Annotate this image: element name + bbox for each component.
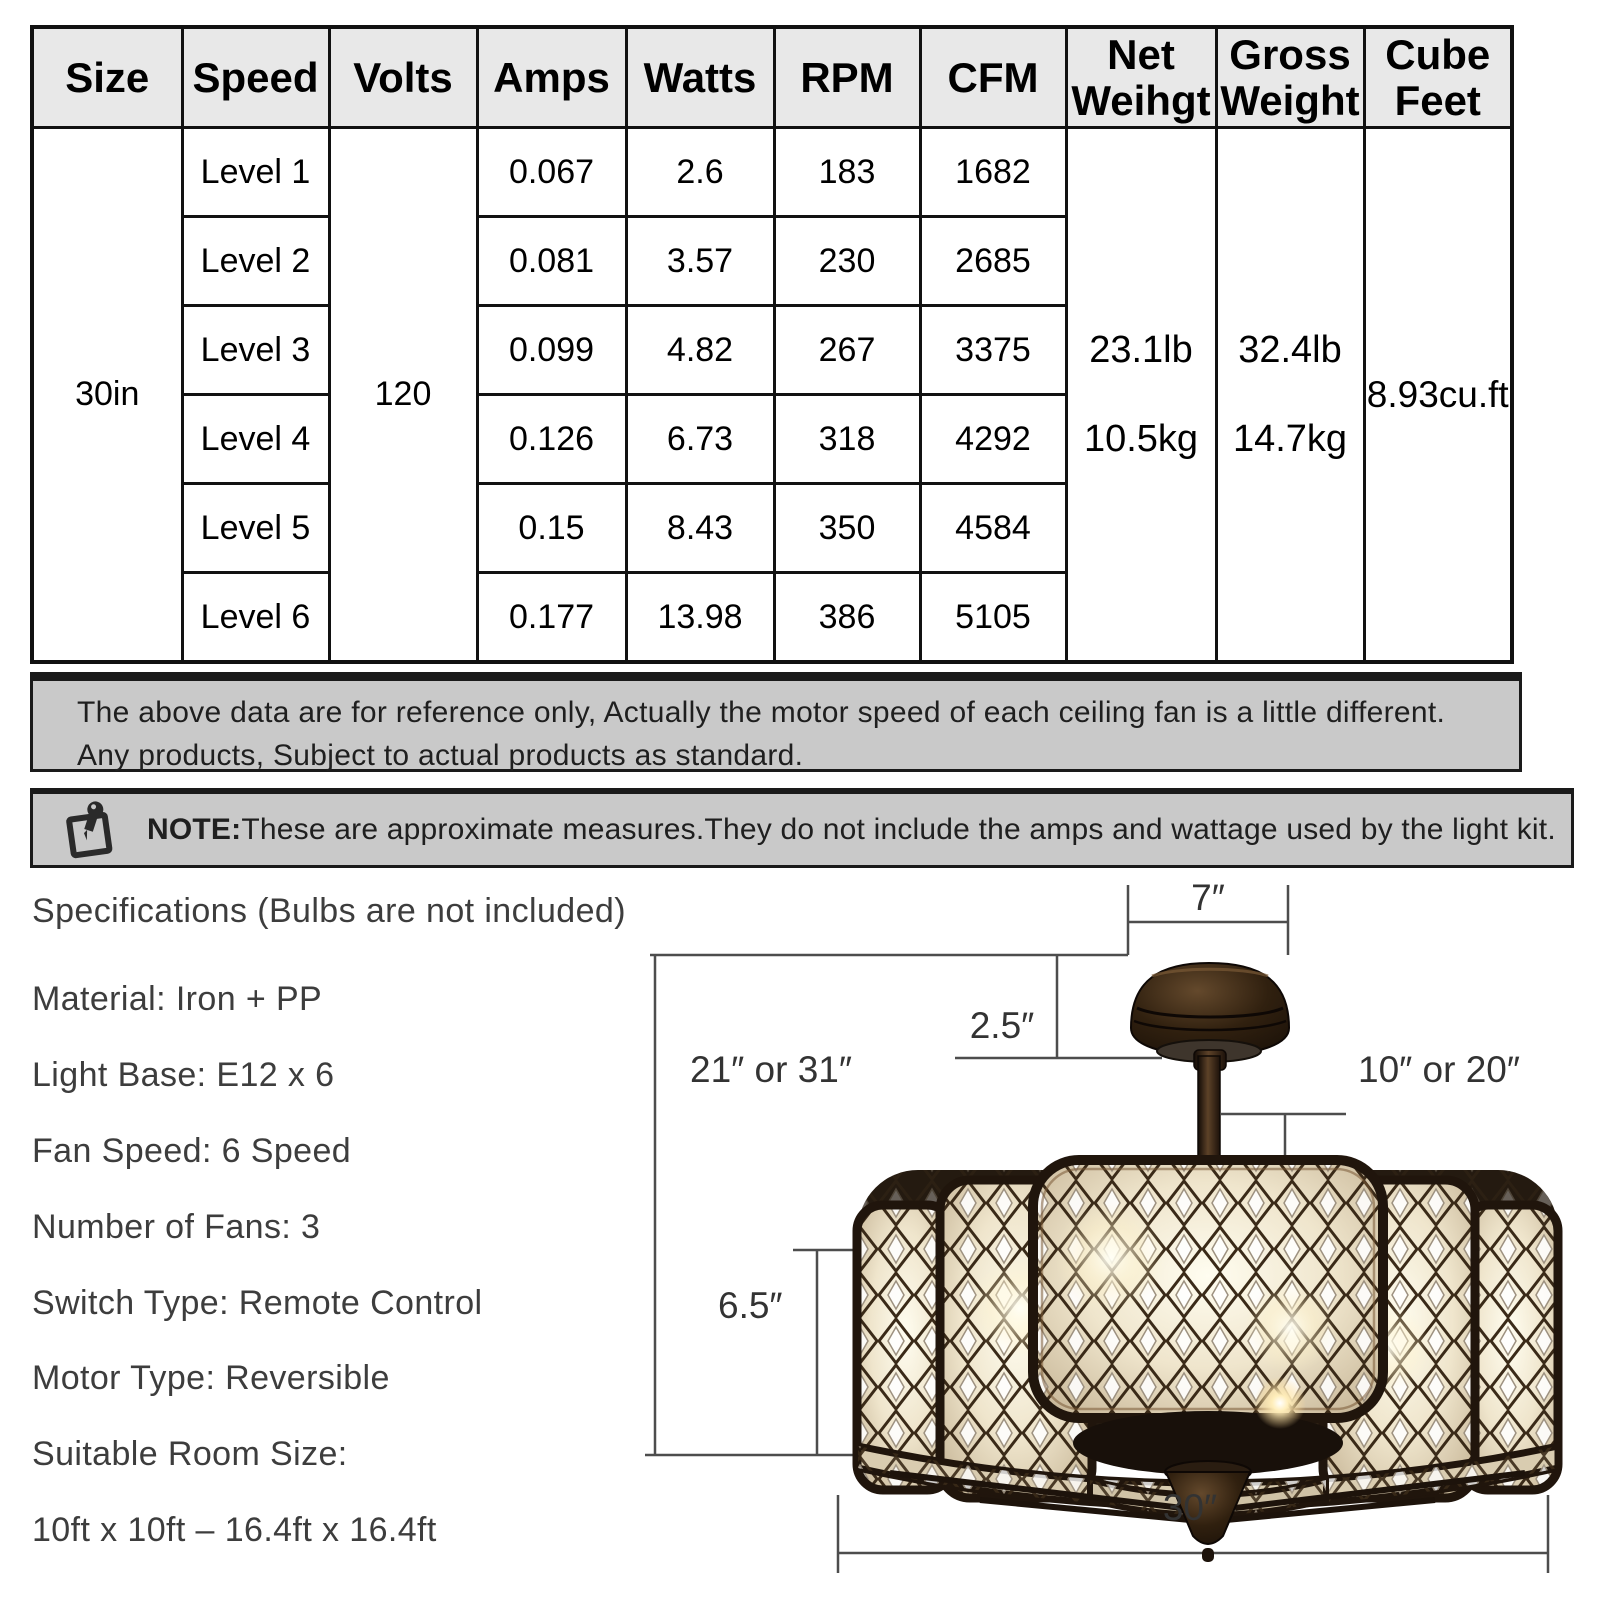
cfm-value: 3375 [920, 306, 1066, 395]
pinned-note-icon [63, 801, 117, 859]
col-header-gross-weight: Gross Weight [1216, 27, 1364, 128]
disclaimer-line1: The above data are for reference only, Actually the motor speed of each ceiling fan is a little different. [77, 696, 1446, 729]
col-header-watts: Watts [626, 27, 774, 128]
watts-value: 4.82 [626, 306, 774, 395]
col-header-rpm: RPM [774, 27, 920, 128]
cfm-value: 2685 [920, 217, 1066, 306]
spec-item-number-of-fans: Number of Fans: 3 [32, 1208, 321, 1246]
note-text: NOTE:These are approximate measures.They do not include the amps and wattage used by the light kit. [147, 812, 1556, 846]
watts-value: 2.6 [626, 128, 774, 217]
fan-spec-table [30, 25, 1514, 664]
rpm-value: 183 [774, 128, 920, 217]
light-bulb-glow [1254, 1377, 1306, 1429]
volts-value: 120 [329, 128, 477, 663]
col-header-cfm: CFM [920, 27, 1066, 128]
spec-item-light-base: Light Base: E12 x 6 [32, 1056, 335, 1094]
watts-value: 6.73 [626, 395, 774, 484]
col-header-volts: Volts [329, 27, 477, 128]
gross-weight-lb: 32.4lb [1238, 328, 1342, 371]
watts-value: 3.57 [626, 217, 774, 306]
cfm-value: 4292 [920, 395, 1066, 484]
drum-height-label: 6.5″ [718, 1285, 783, 1326]
disclaimer-box [30, 672, 1522, 772]
canopy-height-label: 2.5″ [969, 1005, 1035, 1046]
spec-item-fan-speed: Fan Speed: 6 Speed [32, 1132, 352, 1170]
amps-value: 0.081 [477, 217, 626, 306]
cube-feet-value: 8.93cu.ft [1364, 128, 1512, 663]
col-header-size: Size [32, 27, 182, 128]
size-value: 30in [32, 128, 182, 663]
downrod-length-label: 10″ or 20″ [1358, 1049, 1520, 1090]
watts-value: 8.43 [626, 484, 774, 573]
note-prefix: NOTE: [147, 812, 242, 846]
downrod [1194, 1050, 1226, 1172]
spec-item-motor-type: Motor Type: Reversible [32, 1359, 390, 1397]
col-header-speed: Speed [182, 27, 329, 128]
rpm-value: 386 [774, 573, 920, 663]
disclaimer-line2: Any products, Subject to actual products as standard. [77, 738, 804, 772]
gross-weight-kg: 14.7kg [1232, 417, 1348, 460]
overall-height-label: 21″ or 31″ [690, 1049, 852, 1090]
rpm-value: 267 [774, 306, 920, 395]
spec-item-switch-type: Switch Type: Remote Control [32, 1284, 483, 1322]
rpm-value: 230 [774, 217, 920, 306]
cfm-value: 5105 [920, 573, 1066, 663]
net-weight-kg: 10.5kg [1083, 417, 1199, 460]
table-row [32, 128, 1512, 217]
net-weight-value [1066, 128, 1216, 663]
spec-item-room-size-value: 10ft x 10ft – 16.4ft x 16.4ft [32, 1511, 437, 1549]
speed-level: Level 1 [182, 128, 329, 217]
rpm-value: 350 [774, 484, 920, 573]
amps-value: 0.099 [477, 306, 626, 395]
col-header-cube-feet: Cube Feet [1364, 27, 1512, 128]
specifications-title: Specifications (Bulbs are not included) [32, 892, 626, 930]
front-panel-center [1033, 1160, 1383, 1418]
amps-value: 0.177 [477, 573, 626, 663]
amps-value: 0.126 [477, 395, 626, 484]
col-header-net-weight: Net Weihgt [1066, 27, 1216, 128]
canopy-width-label: 7″ [1191, 877, 1225, 918]
note-box [30, 788, 1574, 868]
col-header-amps: Amps [477, 27, 626, 128]
speed-level: Level 5 [182, 484, 329, 573]
cfm-value: 1682 [920, 128, 1066, 217]
cfm-value: 4584 [920, 484, 1066, 573]
table-header-row [32, 27, 1512, 128]
speed-level: Level 2 [182, 217, 329, 306]
diameter-label: 30″ [1162, 1487, 1218, 1528]
speed-level: Level 4 [182, 395, 329, 484]
canopy [1131, 963, 1289, 1062]
amps-value: 0.067 [477, 128, 626, 217]
rpm-value: 318 [774, 395, 920, 484]
gross-weight-value [1216, 128, 1364, 663]
watts-value: 13.98 [626, 573, 774, 663]
speed-level: Level 6 [182, 573, 329, 663]
net-weight-lb: 23.1lb [1089, 328, 1193, 371]
amps-value: 0.15 [477, 484, 626, 573]
spec-item-room-size-label: Suitable Room Size: [32, 1435, 348, 1473]
spec-item-material: Material: Iron + PP [32, 980, 323, 1018]
fan-dimension-diagram [590, 858, 1590, 1598]
speed-level: Level 3 [182, 306, 329, 395]
